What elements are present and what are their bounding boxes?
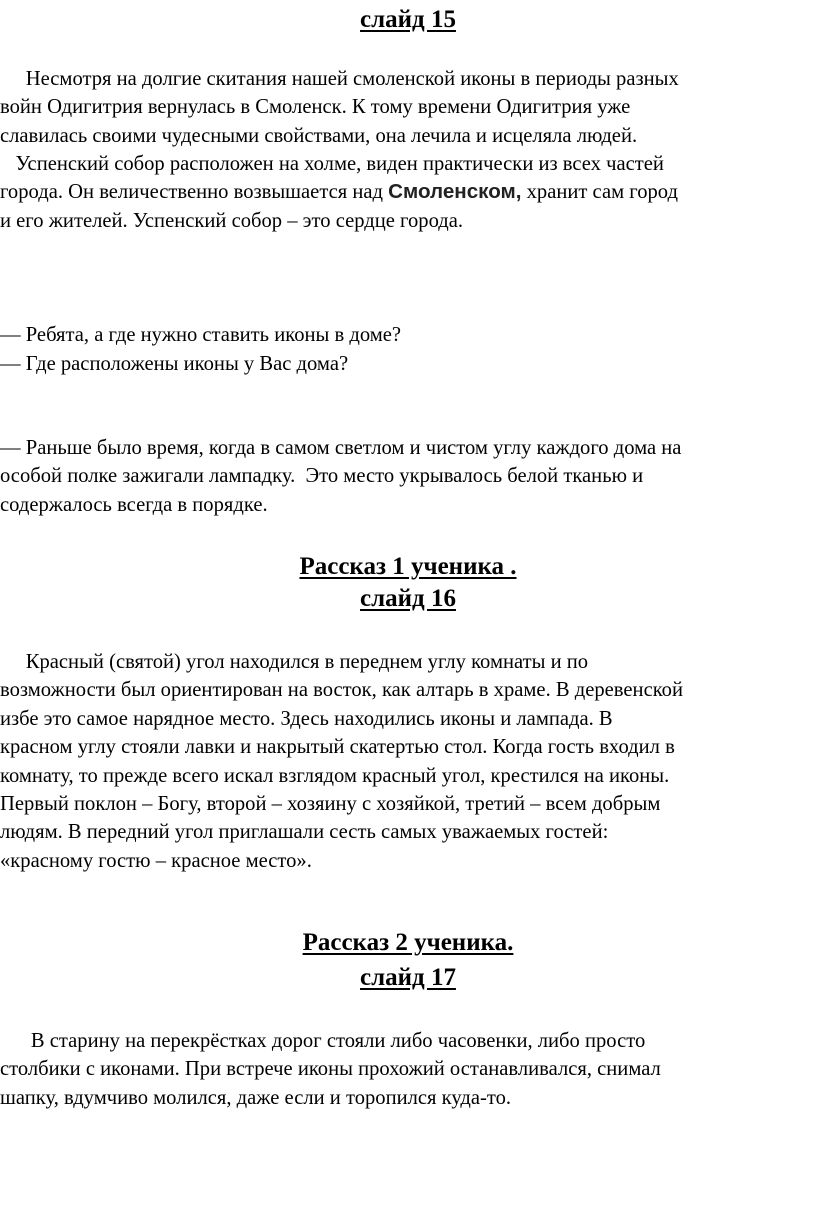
text-line: войн Одигитрия вернулась в Смоленск. К тому времени Одигитрия уже: [0, 96, 631, 119]
text-line: комнату, то прежде всего искал взглядом красный угол, крестился на иконы.: [0, 764, 670, 787]
text-line: — Раньше было время, когда в самом светлом и чистом углу каждого дома на: [0, 437, 682, 459]
text-line: Первый поклон – Богу, второй – хозяину с хозяйкой, третий – всем добрым: [0, 793, 661, 816]
paragraph-red-corner: [0, 648, 816, 875]
slide-15-heading: слайд 15: [360, 6, 456, 33]
text-line: людям. В передний угол приглашали сесть самых уважаемых гостей:: [0, 821, 609, 844]
slide-17-heading: слайд 17: [360, 964, 456, 991]
text-line: «красному гостю – красное место».: [0, 849, 312, 872]
paragraph-lampada: [0, 434, 816, 519]
slide-16-heading: слайд 16: [360, 585, 456, 612]
text-line: столбики с иконами. При встрече иконы прохожий останавливался, снимал: [0, 1058, 661, 1081]
paragraph-crossroads: [0, 1027, 816, 1112]
text-line: особой полке зажигали лампадку. Это место укрывалось белой тканью и: [0, 465, 644, 488]
text-line: Несмотря на долгие скитания нашей смоленской иконы в периоды разных: [0, 68, 679, 90]
paragraph-cathedral: [0, 150, 816, 235]
story-2-heading: Рассказ 2 ученика.: [302, 929, 514, 956]
text-line: шапку, вдумчиво молился, даже если и торопился куда-то.: [0, 1086, 512, 1109]
text-line: красном углу стояли лавки и накрытый скатертью стол. Когда гость входил в: [0, 736, 675, 759]
text-line: Успенский собор расположен на холме, виден практически из всех частей: [0, 153, 664, 175]
text-line: возможности был ориентирован на восток, как алтарь в храме. В деревенской: [0, 679, 683, 702]
text-line: избе это самое нарядное место. Здесь находились иконы и лампада. В: [0, 707, 613, 730]
emphasized-word-smolensk: Смоленском,: [388, 180, 522, 204]
text-line: славилась своими чудесными свойствами, она лечила и исцеляла людей.: [0, 124, 638, 147]
question-icons-at-home: — Где расположены иконы у Вас дома?: [0, 353, 349, 375]
text-line: содержалось всегда в порядке.: [0, 493, 268, 516]
text-line: В старину на перекрёстках дорог стояли либо часовенки, либо просто: [0, 1030, 646, 1052]
text-line-tail: хранит сам город: [521, 181, 678, 204]
text-line: и его жителей. Успенский собор – это сердце города.: [0, 209, 464, 232]
story-1-heading: Рассказ 1 ученика .: [299, 553, 517, 580]
question-where-icons: — Ребята, а где нужно ставить иконы в доме?: [0, 324, 402, 346]
text-line: города. Он величественно возвышается над: [0, 181, 389, 204]
paragraph-icon-return: [0, 65, 816, 150]
text-line: Красный (святой) угол находился в переднем углу комнаты и по: [0, 651, 589, 673]
